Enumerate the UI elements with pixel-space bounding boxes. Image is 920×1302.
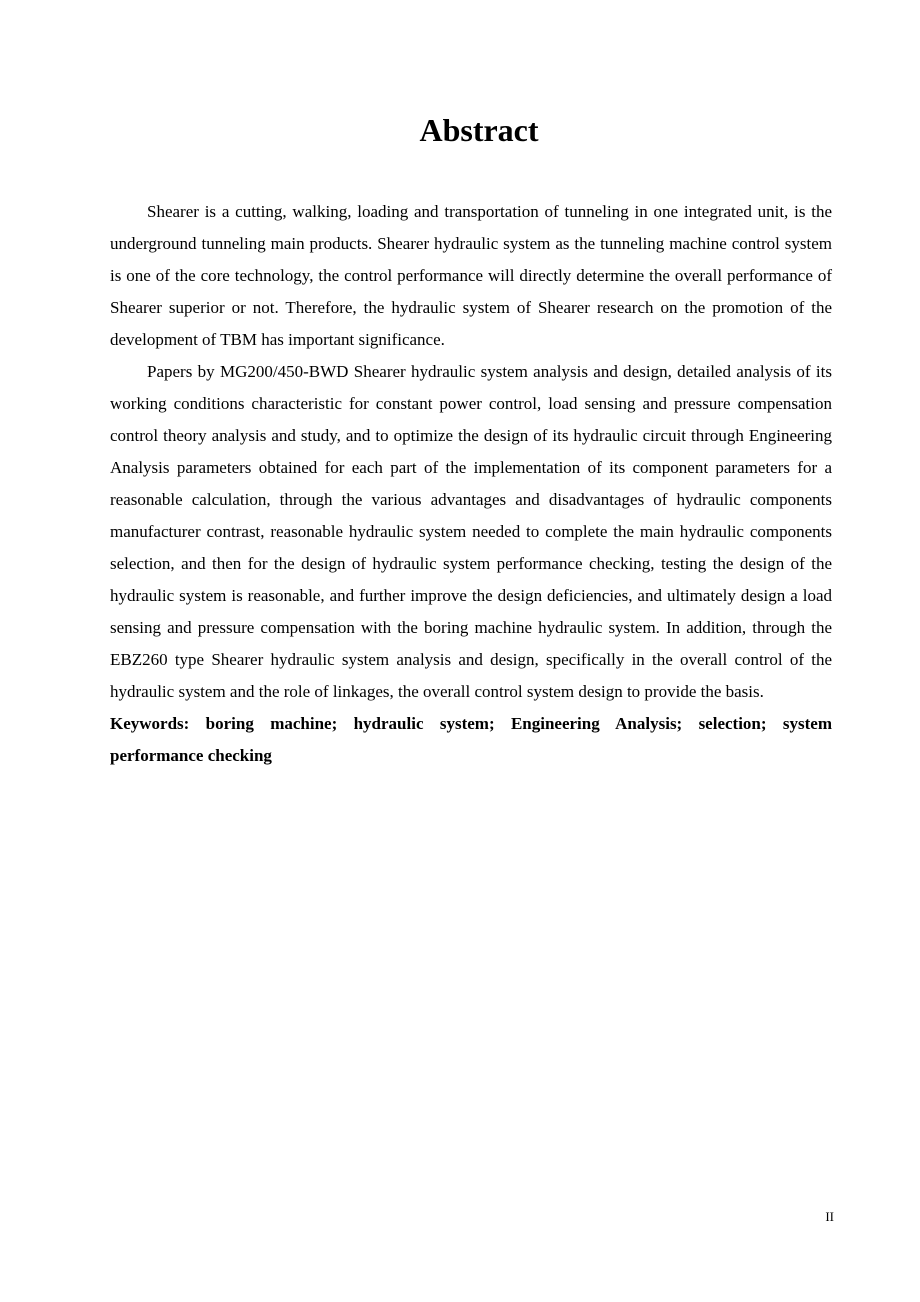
keywords-line: Keywords: boring machine; hydraulic system; Engineering Analysis; selection; system performance checking [110,714,832,765]
page-title: Abstract [419,112,539,148]
abstract-paragraph-1: Shearer is a cutting, walking, loading and transportation of tunneling in one integrated unit, is the underground tunneling main products. Shearer hydraulic system as the tunneling machine control system is one of the core technology, the control performance will directly determine the overall performance of Shearer superior or not. Therefore, the hydraulic system of Shearer research on the promotion of the development of TBM has important significance. [110,202,832,349]
abstract-paragraph-2: Papers by MG200/450-BWD Shearer hydraulic system analysis and design, detailed analysis of its working conditions characteristic for constant power control, load sensing and pressure compensation control theory analysis and study, and to optimize the design of its hydraulic circuit through Engineering Analysis parameters obtained for each part of the implementation of its component parameters for a reasonable calculation, through the various advantages and disadvantages of hydraulic components manufacturer contrast, reasonable hydraulic system needed to complete the main hydraulic components selection, and then for the design of hydraulic system performance checking, testing the design of the hydraulic system is reasonable, and further improve the design deficiencies, and ultimately design a load sensing and pressure compensation with the boring machine hydraulic system. In addition, through the EBZ260 type Shearer hydraulic system analysis and design, specifically in the overall control of the hydraulic system and the role of linkages, the overall control system design to provide the basis. [110,362,832,701]
page-number: II [825,1209,834,1224]
abstract-body [110,196,832,772]
